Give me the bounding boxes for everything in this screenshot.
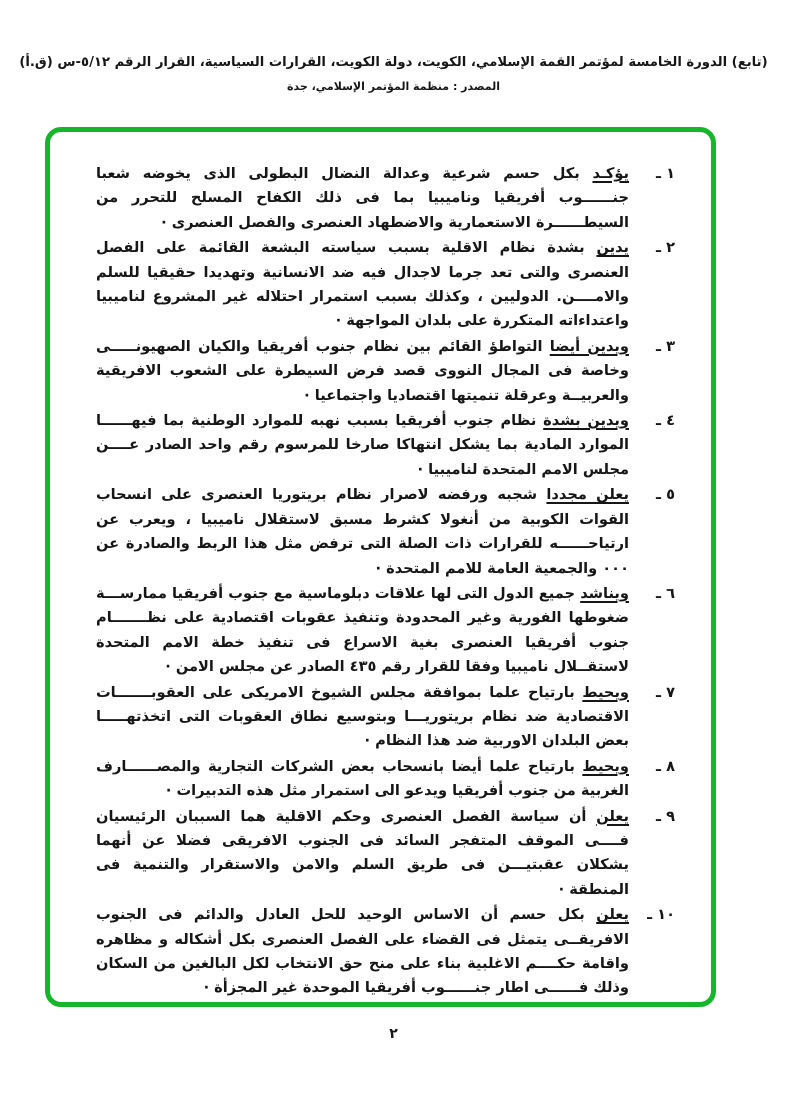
clause-lead-word: يعلن bbox=[596, 807, 629, 825]
clause-body: بارتياح علما أيضا بانسحاب بعض الشركات التجارية والمصــــــارف الغربية من جنوب أفريقيا ويدعو الى استمرار مثل هذه التدبيرات · bbox=[96, 757, 629, 800]
clause-3 bbox=[96, 335, 675, 408]
clause-number: ٩ ـ bbox=[656, 807, 675, 825]
clause-text bbox=[96, 335, 629, 408]
clause-9 bbox=[96, 805, 675, 903]
clause-10 bbox=[96, 903, 675, 1001]
clause-number: ٦ ـ bbox=[656, 584, 675, 602]
page-number: ٢ bbox=[389, 1026, 398, 1042]
clause-2 bbox=[96, 236, 675, 334]
clause-text bbox=[96, 755, 629, 804]
clause-text bbox=[96, 805, 629, 903]
clause-number: ١ ـ bbox=[656, 165, 675, 182]
green-highlight-frame bbox=[45, 127, 716, 1007]
clause-4 bbox=[96, 409, 675, 482]
clause-text bbox=[96, 681, 629, 754]
clause-body: أن سياسة الفصل العنصرى وحكم الاقلية هما السببان الرئيسيان فــــى الموقف المتفجر السائد فى الجنوب الافريقى فضلا عن أنهما يشكلان عقبتيـــن فى طريق السلم والامن والاستقرار والتنمية فى المنطقة · bbox=[96, 807, 629, 898]
clause-body: بكل حسم شرعية وعدالة النضال البطولى الذى يخوضه شعبا جنــــــوب أفريقيا وناميبيا بما فى ذلك الكفاح المسلح للتحرر من السيطــــــرة الاستعمارية والاضطهاد العنصرى والفصل العنصرى · bbox=[96, 165, 629, 231]
clause-text bbox=[96, 483, 629, 581]
clause-number: ٧ ـ bbox=[656, 683, 675, 701]
clause-lead-word: يعلن bbox=[596, 906, 629, 924]
clause-body: جميع الدول التى لها علاقات دبلوماسية مع جنوب أفريقيا ممارســـة ضغوطها الفورية وغير المحدودة وتنفيذ عقوبات اقتصادية على نظـــــــام جنوب أفريقيا العنصرى بغية الاسراع فى تنفيذ خطة الامم المتحدة لاستقــلال ناميبيا وفقا للقرار رقم ٤٣٥ الصادر عن مجلس الامن · bbox=[96, 584, 629, 676]
clause-body: شجبه ورفضه لاصرار نظام بريتوريا العنصرى على انسحاب القوات الكوبية من أنغولا كشرط مسبق لاستقلال ناميبيا ، ويعرب عن ارتياحــــــه للقرارات ذات الصلة التى ترفض مثل هذا الربط والصادرة عن ٠٠٠ والجمعية العامة للامم المتحدة · bbox=[96, 486, 629, 577]
source-line: المصدر : منظمة المؤتمر الإسلامي، جدة bbox=[287, 80, 500, 93]
clause-lead-word: ويحيط bbox=[582, 757, 629, 775]
clause-number: ٢ ـ bbox=[656, 239, 675, 257]
clause-text bbox=[96, 409, 629, 482]
resolution-clause-list bbox=[96, 162, 675, 1001]
clause-lead-word: يعلن مجددا bbox=[546, 486, 629, 504]
clause-6 bbox=[96, 582, 675, 680]
clause-body: نظام جنوب أفريقيا بسبب نهبه للموارد الوطنية بما فيهــــــا الموارد المادية بما يشكل انتهاكا صارخا للمرسوم رقم واحد الصادر عــــن مجلس الامم المتحدة لناميبيا · bbox=[96, 412, 629, 478]
clause-1 bbox=[96, 162, 675, 235]
clause-body: بارتياح علما بموافقة مجلس الشيوخ الامريكى على العقوبـــــــات الاقتصادية ضد نظام بريتوريـــا وبتوسيع نطاق العقوبات التى اتخذتهـــــا بعض البلدان الاوربية ضد هذا النظام · bbox=[96, 683, 629, 750]
clause-number: ٤ ـ bbox=[656, 412, 675, 430]
clause-text bbox=[96, 582, 629, 680]
clause-lead-word: يؤكـد bbox=[592, 165, 629, 182]
clause-lead-word: ويحيط bbox=[582, 683, 629, 701]
clause-text bbox=[96, 162, 629, 235]
document-header bbox=[0, 55, 787, 93]
citation-line: (تابع) الدورة الخامسة لمؤتمر القمة الإسلامي، الكويت، دولة الكويت، القرارات السياسية، القرار الرقم ٥/١٢-س (ق.أ) bbox=[19, 55, 768, 70]
clause-5 bbox=[96, 483, 675, 581]
clause-lead-word: ويدين أيضا bbox=[549, 337, 629, 355]
clause-lead-word: ويدين بشدة bbox=[543, 412, 629, 430]
clause-number: ٨ ـ bbox=[656, 757, 675, 775]
clause-lead-word: يدين bbox=[596, 239, 629, 257]
clause-body: بشدة نظام الاقلية بسبب سياسته البشعة القائمة على الفصل العنصرى والتى تعد جرما لاجدال فيه ضد الانسانية وتهديدا حقيقيا للسلم والامــــن. الدوليين ، وكذلك بسبب استمرار احتلاله غير المشروع لناميبيا واعتداءاته المتكررة على بلدان المواجهة · bbox=[96, 239, 629, 330]
clause-number: ٣ ـ bbox=[656, 337, 675, 355]
clause-text bbox=[96, 903, 629, 1001]
clause-8 bbox=[96, 755, 675, 804]
clause-number: ١٠ ـ bbox=[647, 906, 675, 924]
clause-lead-word: ويناشد bbox=[580, 584, 629, 602]
clause-number: ٥ ـ bbox=[656, 486, 675, 504]
clause-body: بكل حسم أن الاساس الوحيد للحل العادل والدائم فى الجنوب الافريقــى يتمثل فى القضاء على الفصل العنصرى بكل أشكاله و مظاهره واقامة حكــــم الاغلبية بناء على منح حق الانتخاب لكل البالغين من السكان وذلك فــــــى اطار جنــــــوب أفريقيا الموحدة غير المجزأة · bbox=[96, 906, 629, 997]
clause-7 bbox=[96, 681, 675, 754]
clause-text bbox=[96, 236, 629, 334]
clause-body: التواطؤ القائم بين نظام جنوب أفريقيا والكيان الصهيونـــــى وخاصة فى المجال النووى قصد فرض السيطرة على الشعوب الافريقية والعربيــة وعرقلة تنميتها اقتصاديا واجتماعيا · bbox=[96, 337, 629, 404]
